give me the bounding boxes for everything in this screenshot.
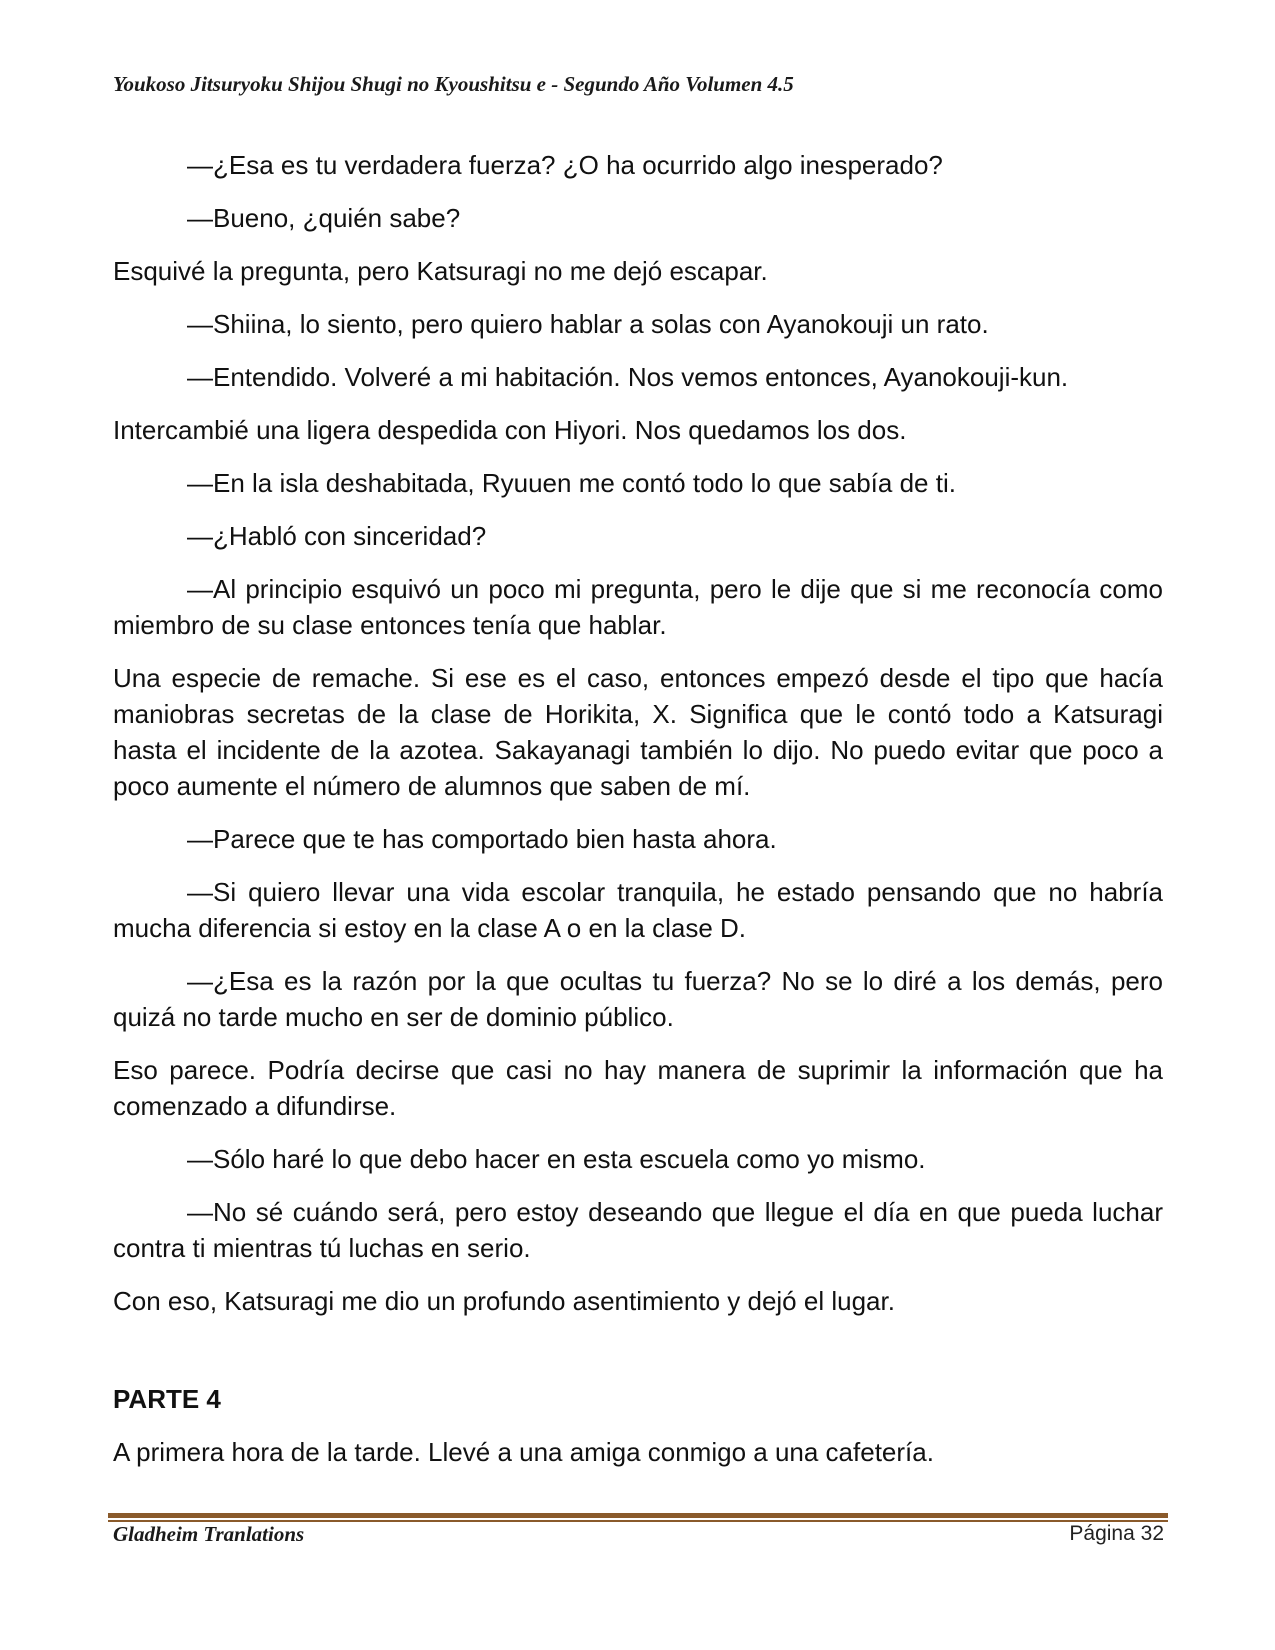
narration-paragraph: Intercambié una ligera despedida con Hiyori. Nos quedamos los dos. (113, 415, 907, 445)
page-label: Página (1069, 1522, 1135, 1545)
dialogue-paragraph: —Shiina, lo siento, pero quiero hablar a solas con Ayanokouji un rato. (187, 309, 989, 339)
page-body (113, 147, 1163, 1487)
narration-paragraph: Esquivé la pregunta, pero Katsuragi no me dejó escapar. (113, 256, 768, 286)
page-number-block (1069, 1522, 1164, 1546)
narration-paragraph: A primera hora de la tarde. Llevé a una amiga conmigo a una cafetería. (113, 1437, 934, 1467)
dialogue-paragraph: —Bueno, ¿quién sabe? (187, 203, 461, 233)
dialogue-paragraph: —Parece que te has comportado bien hasta ahora. (187, 824, 777, 854)
narration-paragraph: Una especie de remache. Si ese es el caso, entonces empezó desde el tipo que hacía maniobras secretas de la clase de Horikita, X. Significa que le contó todo a Katsuragi hasta el incidente de la azotea. Sakayanagi también lo dijo. No puedo evitar que poco a poco aumente el número de alumnos que saben de mí. (113, 663, 1163, 801)
footer-divider-thick-line (108, 1513, 1168, 1518)
dialogue-paragraph: —¿Esa es tu verdadera fuerza? ¿O ha ocurrido algo inesperado? (187, 150, 943, 180)
narration-paragraph: Con eso, Katsuragi me dio un profundo asentimiento y dejó el lugar. (113, 1286, 895, 1316)
footer-credit: Gladheim Tranlations (113, 1522, 305, 1546)
running-header: Youkoso Jitsuryoku Shijou Shugi no Kyoushitsu e - Segundo Año Volumen 4.5 (113, 72, 794, 96)
dialogue-paragraph: —Sólo haré lo que debo hacer en esta escuela como yo mismo. (187, 1144, 926, 1174)
dialogue-paragraph: —¿Habló con sinceridad? (187, 521, 487, 551)
narration-paragraph: Eso parece. Podría decirse que casi no hay manera de suprimir la información que ha comenzado a difundirse. (113, 1055, 1163, 1121)
dialogue-paragraph: —No sé cuándo será, pero estoy deseando que llegue el día en que pueda luchar contra ti mientras tú luchas en serio. (113, 1197, 1163, 1263)
dialogue-paragraph: —Entendido. Volveré a mi habitación. Nos vemos entonces, Ayanokouji-kun. (187, 362, 1069, 392)
dialogue-paragraph: —Al principio esquivó un poco mi pregunta, pero le dije que si me reconocía como miembro de su clase entonces tenía que hablar. (113, 574, 1163, 640)
section-heading: PARTE 4 (113, 1384, 221, 1414)
footer-divider (108, 1513, 1168, 1522)
page-number: 32 (1140, 1522, 1164, 1545)
dialogue-paragraph: —Si quiero llevar una vida escolar tranquila, he estado pensando que no habría mucha diferencia si estoy en la clase A o en la clase D. (113, 877, 1163, 943)
dialogue-paragraph: —En la isla deshabitada, Ryuuen me contó todo lo que sabía de ti. (187, 468, 956, 498)
dialogue-paragraph: —¿Esa es la razón por la que ocultas tu fuerza? No se lo diré a los demás, pero quizá no tarde mucho en ser de dominio público. (113, 966, 1163, 1032)
